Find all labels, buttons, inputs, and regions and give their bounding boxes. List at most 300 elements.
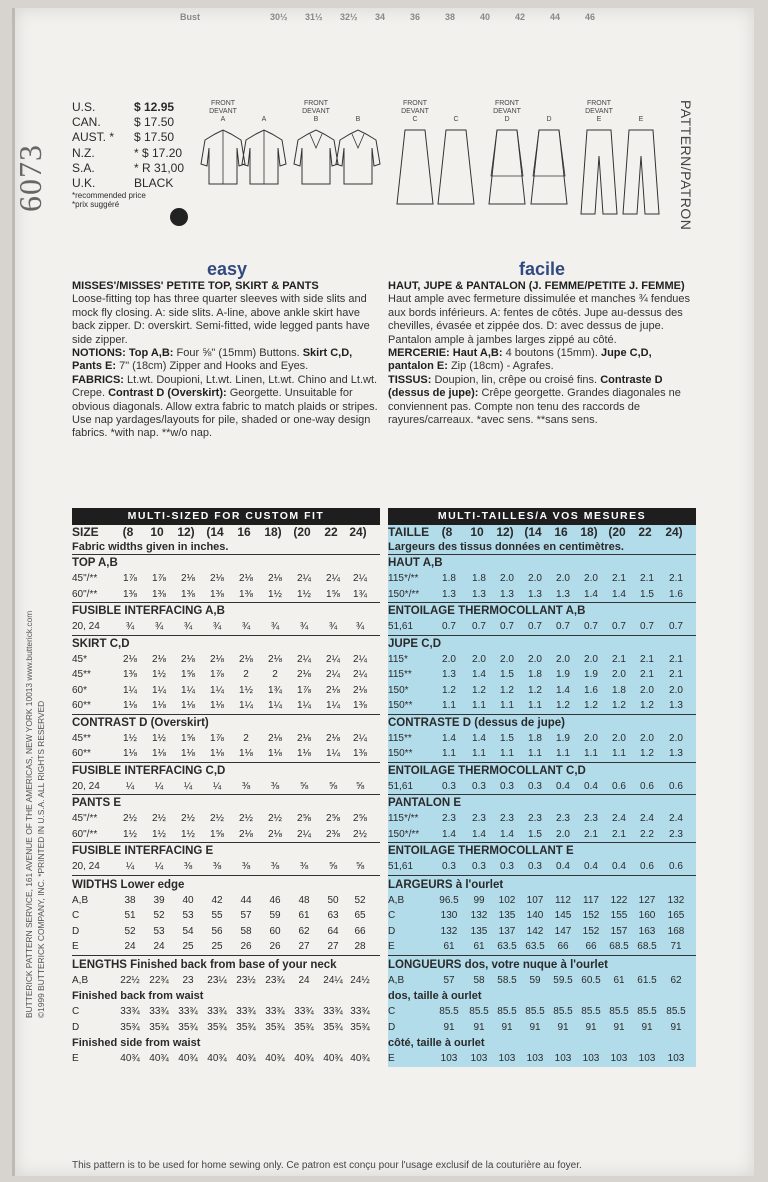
cell-value: 40¾	[149, 1053, 169, 1064]
pattern-patron-label: PATTERN/PATRON	[678, 100, 694, 231]
cell-value: 1.2	[500, 684, 514, 696]
cell-value: 1.4	[556, 684, 570, 696]
sketch-letter: E	[596, 116, 602, 123]
cell-value: 61	[473, 941, 485, 952]
cell-value: 1⅛	[181, 748, 195, 759]
easy-heading: easy	[206, 259, 248, 279]
section-title: TOP A,B	[72, 554, 380, 571]
cell-value: 1⅜	[210, 588, 224, 600]
cell-value: 59	[529, 974, 541, 986]
cell-value: 2¼	[297, 653, 311, 665]
cell-value: 2.1	[669, 669, 683, 680]
cell-value: 2.3	[556, 813, 570, 824]
cell-value: 103	[554, 1053, 572, 1064]
cell-value: 44	[240, 894, 252, 906]
table-row	[72, 698, 380, 714]
garment-sketch-icon	[332, 126, 384, 218]
cell-value: 24	[153, 941, 165, 952]
cell-value: ¾	[355, 621, 365, 632]
copyright-line: ©1999 BUTTERICK COMPANY, INC. *PRINTED IN U.S.A. ALL RIGHTS RESERVED	[36, 700, 46, 1018]
sketch-view-a	[238, 100, 290, 218]
mercerie-boutons: 4 boutons (15mm).	[505, 347, 598, 360]
cell-value: 1.1	[528, 748, 542, 759]
price-country: CAN.	[72, 115, 101, 130]
bust-value: 30½	[270, 12, 288, 22]
section-title: ENTOILAGE THERMOCOLLANT A,B	[388, 602, 696, 619]
fabrics-label: FABRICS:	[72, 373, 124, 386]
cell-value: 2	[243, 669, 249, 680]
sketch-view-e	[615, 100, 667, 218]
cell-value: 0.3	[528, 861, 542, 872]
cell-value: ¾	[299, 621, 309, 632]
cell-value: 58	[240, 925, 252, 937]
price-amount: $ 17.50	[134, 130, 175, 145]
price-note: *recommended price	[72, 191, 146, 201]
cell-value: 85.5	[666, 1006, 686, 1017]
bust-value: 46	[585, 12, 596, 22]
table-row	[72, 811, 380, 827]
cell-value: 91	[585, 1021, 597, 1033]
notions-skirt: Skirt C,D, Pants E:	[72, 347, 353, 373]
cell-value: 132	[470, 910, 488, 921]
row-label: A,B	[72, 894, 89, 906]
row-label: 60*	[72, 684, 88, 696]
table-row	[388, 746, 696, 762]
cell-value: 24¼	[323, 974, 343, 986]
cell-value: 160	[638, 910, 656, 921]
cell-value: 2.0	[528, 653, 542, 665]
cell-value: 2.3	[500, 813, 514, 824]
notions-top: Top A,B:	[128, 347, 174, 360]
french-text	[388, 280, 696, 427]
cell-value: 1⅝	[326, 588, 340, 600]
sketch-letter: C	[453, 116, 459, 123]
row-label: 45**	[72, 732, 91, 744]
cell-value: 1⅞	[210, 732, 224, 744]
cell-value: 96.5	[439, 894, 459, 906]
cell-value: 35¾	[323, 1021, 343, 1033]
table-row	[72, 827, 380, 843]
bust-label: Bust	[180, 12, 200, 22]
price-amount: $ 17.50	[134, 115, 175, 130]
cell-value: 2⅛	[268, 653, 282, 665]
cell-value: 25	[211, 941, 223, 952]
cell-value: 40¾	[294, 1053, 314, 1064]
cell-value: 35¾	[350, 1021, 370, 1033]
size-value: 12)	[496, 525, 514, 539]
cell-value: 1.2	[640, 748, 654, 759]
cell-value: 1½	[123, 732, 137, 744]
table-row	[72, 924, 380, 940]
cell-value: 2.0	[584, 653, 598, 665]
row-label: 150*/**	[388, 828, 420, 840]
table-row	[388, 1051, 696, 1067]
cell-value: 33¾	[323, 1006, 343, 1017]
row-label: 115*/**	[388, 813, 419, 824]
cell-value: 91	[501, 1021, 513, 1033]
cell-value: 2⅛	[239, 653, 253, 665]
cell-value: 1.4	[472, 732, 486, 744]
size-value: 16	[554, 525, 568, 539]
footer-note: This pattern is to be used for home sewing only. Ce patron est conçu pour l'usage exclusif de la couturière au foyer.	[72, 1160, 582, 1171]
cell-value: 24	[124, 941, 136, 952]
cell-value: 1¼	[210, 684, 224, 696]
row-label: E	[72, 1053, 79, 1064]
cell-value: 103	[582, 1053, 600, 1064]
row-label: 60"/**	[72, 588, 98, 600]
section-title: JUPE C,D	[388, 635, 696, 652]
cell-value: 33¾	[265, 1006, 285, 1017]
cell-value: 63.5	[525, 941, 545, 952]
section-title: PANTALON E	[388, 794, 696, 811]
notions-buttons: Four ⅝" (15mm) Buttons.	[176, 347, 300, 360]
cell-value: 53	[153, 925, 165, 937]
cell-value: 2.3	[472, 813, 486, 824]
cell-value: 2.3	[669, 828, 683, 840]
row-label: 45**	[72, 669, 91, 680]
cell-value: 2¼	[326, 669, 340, 680]
cell-value: 1.5	[500, 669, 514, 680]
french-description	[388, 258, 696, 427]
cell-value: 62	[298, 925, 310, 937]
cell-value: 40¾	[323, 1053, 343, 1064]
cell-value: 46	[269, 894, 281, 906]
cell-value: 2.0	[556, 653, 570, 665]
cell-value: 85.5	[637, 1006, 657, 1017]
cell-value: 91	[443, 1021, 455, 1033]
cell-value: 1½	[181, 828, 195, 840]
cell-value: 66	[354, 925, 366, 937]
row-label: A,B	[72, 974, 89, 986]
cell-value: 33¾	[178, 1006, 198, 1017]
cell-value: 2.4	[612, 813, 626, 824]
cell-value: 22½	[120, 974, 140, 986]
cell-value: 1.2	[584, 700, 598, 711]
size-value: (8	[122, 525, 134, 539]
table-row	[388, 587, 696, 603]
cell-value: 1⅝	[210, 828, 224, 840]
cell-value: 61	[613, 974, 625, 986]
row-label: 45"/**	[72, 813, 98, 824]
cell-value: 1⅜	[353, 700, 367, 711]
section-title: HAUT A,B	[388, 554, 696, 571]
bust-value: 38	[445, 12, 456, 22]
table-row	[72, 779, 380, 795]
price-country: U.K.	[72, 175, 96, 190]
cell-value: 63	[327, 910, 339, 921]
cell-value: 1.8	[612, 684, 626, 696]
row-label: E	[72, 941, 79, 952]
cell-value: 0.4	[612, 861, 626, 872]
cell-value: 40¾	[236, 1053, 256, 1064]
english-title: MISSES'/MISSES' PETITE TOP, SKIRT & PANTS	[72, 280, 319, 292]
cell-value: 152	[582, 910, 600, 921]
table-row	[388, 973, 696, 989]
cell-value: 2.3	[584, 813, 598, 824]
cell-value: 2.4	[669, 813, 683, 824]
cell-value: 1½	[152, 828, 166, 840]
cell-value: 2.0	[584, 732, 598, 744]
cell-value: 63.5	[497, 941, 517, 952]
row-label: 150*	[388, 684, 409, 696]
cell-value: ⅜	[270, 861, 280, 872]
table-row	[388, 667, 696, 683]
cell-value: 33¾	[294, 1006, 314, 1017]
cell-value: 40	[182, 894, 194, 906]
cell-value: 2⅛	[123, 653, 137, 665]
row-label: A,B	[388, 974, 405, 986]
tissus-text: Doupion, lin, crêpe ou croisé fins.	[434, 373, 598, 386]
cell-value: 1½	[152, 669, 166, 680]
cell-value: 0.7	[442, 621, 456, 632]
pattern-number: 6073	[12, 144, 48, 212]
size-value: 24)	[665, 525, 683, 539]
cell-value: 132	[667, 894, 685, 906]
cell-value: 35¾	[207, 1021, 227, 1033]
cell-value: 2⅜	[326, 828, 340, 840]
section-title: CONTRASTE D (dessus de jupe)	[388, 714, 696, 731]
cell-value: 0.3	[442, 780, 456, 792]
size-row	[388, 525, 696, 540]
cell-value: 103	[610, 1053, 628, 1064]
sketch-letter: E	[638, 116, 644, 123]
table-row	[72, 571, 380, 587]
cell-value: 0.7	[528, 621, 542, 632]
sketch-caption: FRONT DEVANT	[493, 100, 521, 115]
cell-value: 25	[182, 941, 194, 952]
row-label: D	[388, 1021, 396, 1033]
cell-value: 112	[555, 894, 571, 906]
cell-value: 1¼	[239, 700, 253, 711]
cell-value: 2.3	[528, 813, 542, 824]
cell-value: ¾	[270, 621, 280, 632]
section-title: ENTOILAGE THERMOCOLLANT E	[388, 842, 696, 859]
price-row	[72, 146, 202, 161]
cell-value: 62	[670, 974, 682, 986]
cell-value: 40¾	[120, 1053, 140, 1064]
price-list	[72, 100, 202, 209]
size-value: (20	[608, 525, 626, 539]
cell-value: 61.5	[637, 974, 657, 986]
cell-value: 1.6	[669, 588, 683, 600]
table-row	[388, 811, 696, 827]
row-label: 150**	[388, 700, 413, 711]
cell-value: 1.4	[472, 669, 486, 680]
cell-value: 1.2	[556, 700, 570, 711]
contraste-label: Contraste D (dessus de jupe):	[388, 373, 663, 400]
row-label: 115*/**	[388, 573, 419, 584]
cell-value: 127	[638, 894, 656, 906]
table-row	[72, 893, 380, 909]
sketch-letter: A	[261, 116, 267, 123]
price-country: AUST. *	[72, 130, 115, 145]
cell-value: 2.0	[442, 653, 456, 665]
cell-value: 56	[211, 925, 223, 937]
cell-value: 2.0	[669, 732, 683, 744]
sketch-caption: FRONT DEVANT	[302, 100, 330, 115]
cell-value: 2.2	[640, 828, 654, 840]
cell-value: 85.5	[525, 1006, 545, 1017]
section-title: FUSIBLE INTERFACING A,B	[72, 602, 380, 619]
cell-value: 33¾	[120, 1006, 140, 1017]
cell-value: 2¼	[353, 573, 367, 584]
cell-value: 142	[526, 925, 544, 937]
size-value: 10	[470, 525, 484, 539]
cell-value: 68.5	[609, 941, 629, 952]
price-country: U.S.	[72, 100, 96, 114]
cell-value: 1⅜	[353, 748, 367, 759]
contrast-label: Contrast D (Overskirt):	[108, 387, 227, 400]
cell-value: 2.0	[500, 573, 514, 584]
cell-value: 28	[354, 941, 366, 952]
cell-value: 168	[667, 925, 685, 937]
cell-value: 2⅛	[181, 573, 195, 584]
cell-value: 1⅛	[181, 700, 195, 711]
cell-value: 1¼	[268, 700, 282, 711]
cell-value: 91	[473, 1021, 485, 1033]
cell-value: 0.6	[612, 780, 626, 792]
notions-zipper: 7" (18cm) Zipper and Hooks and Eyes.	[119, 360, 309, 373]
cell-value: 1½	[123, 828, 137, 840]
cell-value: 103	[526, 1053, 544, 1064]
cell-value: 1.5	[528, 828, 542, 840]
table-row	[388, 939, 696, 955]
cell-value: 1.1	[584, 748, 598, 759]
sketch-letter: C	[412, 116, 418, 123]
cell-value: 135	[470, 925, 488, 937]
cell-value: 2¼	[353, 732, 367, 744]
cell-value: 1.8	[528, 669, 542, 680]
cell-value: 2⅝	[297, 813, 311, 824]
cell-value: 99	[473, 894, 485, 906]
cell-value: ¼	[154, 861, 164, 872]
cell-value: 1.1	[472, 748, 486, 759]
cell-value: 2	[272, 669, 278, 680]
cell-value: 0.7	[640, 621, 654, 632]
cell-value: 52	[124, 925, 136, 937]
french-desc: Haut ample avec fermeture dissimulée et manches ¾ fendues aux bords inférieurs. A: fentes de côtés. Jupe au-dessus des chevilles, évasée et zippée dos. D: avec dessus de jupe. Pantalon ample à jambes larges zippé au côté.	[388, 293, 691, 346]
cell-value: 59	[269, 910, 281, 921]
cell-value: 2.1	[640, 669, 654, 680]
row-label: 60**	[72, 700, 91, 711]
bust-value: 31½	[305, 12, 323, 22]
table-row	[72, 908, 380, 924]
black-price-dot	[170, 208, 188, 226]
cell-value: 1⅛	[210, 748, 224, 759]
cell-value: 152	[582, 925, 600, 937]
size-value: (20	[293, 525, 311, 539]
cell-value: 35¾	[294, 1021, 314, 1033]
bust-value: 42	[515, 12, 526, 22]
cell-value: 0.3	[500, 780, 514, 792]
cell-value: 0.6	[640, 861, 654, 872]
garment-sketch-icon	[238, 126, 290, 218]
price-row	[72, 130, 202, 145]
cell-value: 2¼	[326, 653, 340, 665]
row-label: 51,61	[388, 780, 414, 792]
cell-value: 33¾	[207, 1006, 227, 1017]
cell-value: 91	[613, 1021, 625, 1033]
cell-value: 1.8	[472, 573, 486, 584]
table-row	[72, 683, 380, 699]
cell-value: 0.6	[640, 780, 654, 792]
table-row	[72, 746, 380, 762]
metric-yardage-table	[388, 508, 696, 1067]
mercerie-jupe: Jupe C,D, pantalon E:	[388, 347, 652, 373]
fabric-width-note: Largeurs des tissus données en centimètres.	[388, 541, 624, 553]
cell-value: 61	[443, 941, 455, 952]
cell-value: ⅝	[299, 780, 309, 792]
cell-value: 40¾	[207, 1053, 227, 1064]
cell-value: 1.5	[640, 588, 654, 600]
price-amount: * $ 17.20	[134, 145, 183, 160]
cell-value: 122	[610, 894, 628, 906]
section-title: CONTRAST D (Overskirt)	[72, 714, 380, 731]
price-amount: * R 31,00	[134, 160, 185, 175]
cell-value: 1¼	[123, 684, 137, 696]
cell-value: 2⅛	[268, 573, 282, 584]
table-row	[388, 924, 696, 940]
cell-value: 1.1	[442, 700, 456, 711]
sketch-caption: FRONT DEVANT	[585, 100, 613, 115]
cell-value: ¼	[125, 861, 135, 872]
cell-value: 1.4	[612, 588, 626, 600]
bust-value: 34	[375, 12, 386, 22]
cell-value: 2¼	[353, 669, 367, 680]
section-title: ENTOILAGE THERMOCOLLANT C,D	[388, 762, 696, 779]
cell-value: 2.1	[640, 573, 654, 584]
cell-value: 1.4	[442, 732, 456, 744]
cell-value: 91	[529, 1021, 541, 1033]
price-country: S.A.	[72, 160, 95, 175]
cell-value: 1⅞	[210, 669, 224, 680]
cell-value: 1.4	[500, 828, 514, 840]
cell-value: ⅜	[183, 861, 193, 872]
cell-value: 155	[610, 910, 628, 921]
table-row	[388, 571, 696, 587]
cell-value: 1⅛	[123, 700, 137, 711]
cell-value: 1.9	[556, 732, 570, 744]
cell-value: 1⅛	[268, 748, 282, 759]
cell-value: 1⅛	[210, 700, 224, 711]
cell-value: 1⅜	[123, 588, 137, 600]
cell-value: 2¼	[297, 573, 311, 584]
table-row	[72, 973, 380, 989]
sketch-caption	[238, 100, 290, 116]
cell-value: 26	[269, 941, 281, 952]
cell-value: 1.2	[472, 684, 486, 696]
cell-value: 2⅛	[210, 573, 224, 584]
cell-value: 42	[211, 894, 223, 906]
row-label: 20, 24	[72, 621, 100, 632]
table-row	[72, 652, 380, 668]
section-title: FUSIBLE INTERFACING C,D	[72, 762, 380, 779]
fabrics-text: Lt.wt. Doupioni, Lt.wt. Linen, Lt.wt. Chino and Lt.wt. Crepe.	[72, 373, 378, 400]
cell-value: 2.1	[612, 828, 626, 840]
row-label: 150**	[388, 748, 413, 759]
cell-value: 1.3	[669, 700, 683, 711]
cell-value: 0.4	[556, 861, 570, 872]
cell-value: 55	[211, 910, 223, 921]
price-row	[72, 115, 202, 130]
row-label: 45"/**	[72, 573, 98, 584]
cell-value: 57	[240, 910, 252, 921]
cell-value: 2½	[181, 813, 195, 824]
row-label: 60**	[72, 748, 91, 759]
cell-value: 157	[610, 925, 628, 937]
cell-value: 91	[641, 1021, 653, 1033]
cell-value: 23	[182, 974, 194, 986]
